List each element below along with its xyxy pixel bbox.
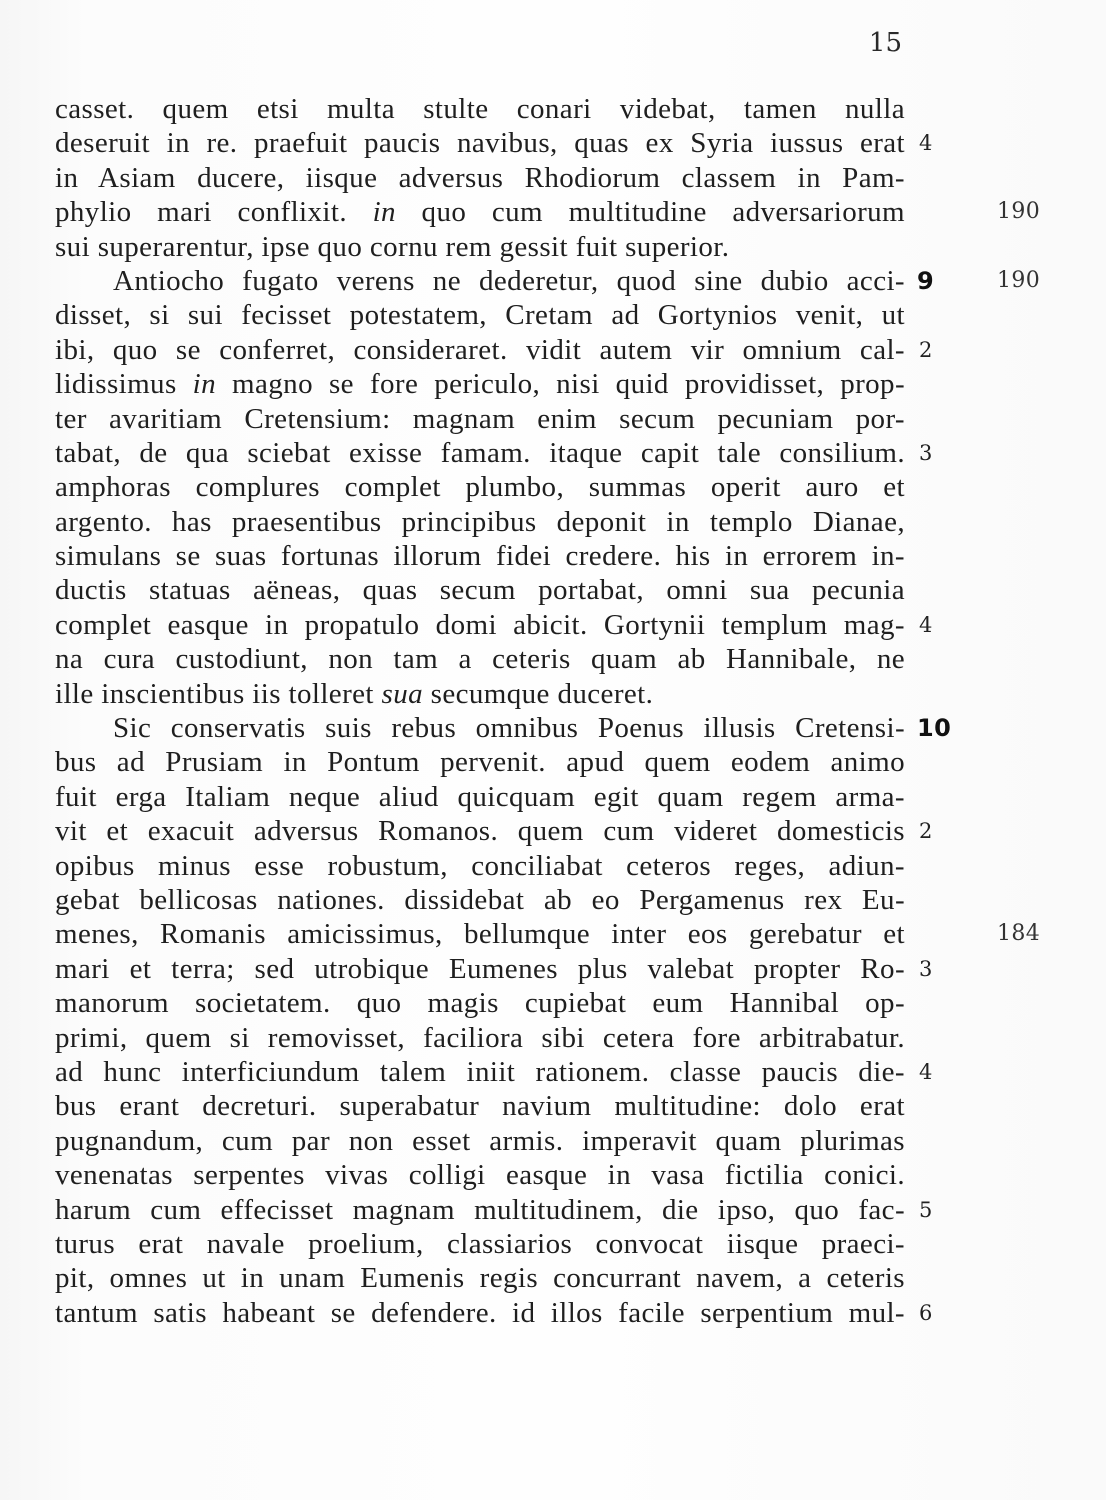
line-text: in Asiam ducere, iisque adversus Rhodiorum classem in Pam- (55, 161, 905, 194)
text-line (55, 1055, 933, 1089)
text-line (55, 986, 905, 1020)
line-text: fuit erga Italiam neque aliud quicquam egit quam regem arma- (55, 780, 905, 813)
line-text: Sic conservatis suis rebus omnibus Poenus illusis Cretensi- (113, 712, 905, 745)
line-text: bus erant decreturi. superabatur navium multitudine: dolo erat (55, 1090, 905, 1123)
subsection-number: 6 (919, 1300, 933, 1325)
line-text: manorum societatem. quo magis cupiebat eum Hannibal op- (55, 987, 905, 1020)
line-text: primi, quem si removisset, faciliora sibi cetera fore arbitrabatur. (55, 1021, 905, 1054)
text-line (55, 264, 1041, 298)
italic-word: sua (381, 677, 424, 710)
line-text: turus erat navale proelium, classiarios convocat iisque praeci- (55, 1227, 905, 1260)
subsection-number: 2 (919, 337, 933, 362)
text-line (55, 195, 1041, 229)
text-line (55, 126, 933, 160)
line-text: disset, si sui fecisset potestatem, Cretam ad Gortynios venit, ut (55, 299, 905, 332)
text-line (55, 298, 905, 332)
text-line (55, 539, 905, 573)
subsection-number: 4 (919, 131, 933, 156)
line-text: mari et terra; sed utrobique Eumenes plus valebat propter Ro- (55, 952, 905, 985)
italic-word: in (372, 196, 396, 229)
line-text: lidissimus in magno se fore periculo, nisi quid providisset, prop- (55, 368, 906, 401)
text-line (55, 1021, 905, 1055)
line-text: pugnandum, cum par non esset armis. imperavit quam plurimas (55, 1124, 905, 1157)
text-line (55, 1158, 905, 1192)
text-block (55, 92, 1041, 1330)
page-number: 15 (868, 28, 902, 58)
line-text: ibi, quo se conferret, consideraret. vidit autem vir omnium cal- (55, 333, 905, 366)
subsection-number: 2 (919, 819, 933, 844)
text-line (55, 814, 933, 848)
line-text: harum cum effecisset magnam multitudinem, die ipso, quo fac- (55, 1193, 905, 1226)
text-line (55, 470, 905, 504)
subsection-number: 3 (919, 956, 933, 981)
section-number: 9 (917, 266, 935, 295)
line-text: ter avaritiam Cretensium: magnam enim secum pecuniam por- (55, 402, 905, 435)
text-line (55, 642, 905, 676)
line-text: simulans se suas fortunas illorum fidei credere. his in errorem in- (55, 540, 905, 573)
text-line (55, 573, 905, 607)
text-line (55, 230, 905, 264)
italic-word: in (192, 368, 217, 401)
text-line (55, 402, 905, 436)
text-line (55, 1227, 905, 1261)
line-text: casset. quem etsi multa stulte conari videbat, tamen nulla (55, 93, 905, 125)
text-line (55, 1296, 933, 1330)
text-line (55, 505, 905, 539)
subsection-number: 3 (919, 440, 933, 465)
text-line (55, 1261, 905, 1295)
line-text: na cura custodiunt, non tam a ceteris quam ab Hannibale, ne (55, 643, 905, 676)
text-line (55, 780, 905, 814)
text-line (55, 436, 933, 470)
line-text: deseruit in re. praefuit paucis navibus, quas ex Syria iussus erat (55, 127, 905, 160)
line-text: ad hunc interficiundum talem iniit rationem. classe paucis die- (55, 1055, 905, 1088)
line-text: complet easque in propatulo domi abicit. Gortynii templum mag- (55, 608, 905, 641)
year-marginal-note: 190 (997, 267, 1041, 293)
line-text: vit et exacuit adversus Romanos. quem cum videret domesticis (55, 815, 905, 848)
section-number: 10 (917, 714, 952, 743)
text-line (55, 917, 1041, 951)
line-text: pit, omnes ut in unam Eumenis regis concurrant navem, a ceteris (55, 1262, 905, 1295)
line-text: gebat bellicosas nationes. dissidebat ab eo Pergamenus rex Eu- (55, 883, 905, 916)
line-text: argento. has praesentibus principibus deponit in templo Dianae, (55, 505, 905, 538)
text-line (55, 1089, 905, 1123)
subsection-number: 4 (919, 1059, 933, 1084)
line-text: ille inscientibus iis tolleret sua secumque duceret. (55, 677, 654, 710)
text-line (55, 849, 905, 883)
line-text: sui superarentur, ipse quo cornu rem gessit fuit superior. (55, 230, 730, 263)
text-line (55, 92, 905, 126)
text-line (55, 1124, 905, 1158)
text-line (55, 745, 905, 779)
text-line (55, 883, 905, 917)
year-marginal-note: 184 (997, 921, 1041, 947)
text-line (55, 367, 905, 401)
line-text: amphoras complures complet plumbo, summas operit auro et (55, 471, 905, 504)
line-text: tabat, de qua sciebat exisse famam. itaque capit tale consilium. (55, 436, 905, 469)
text-line (55, 677, 905, 711)
text-line (55, 711, 952, 745)
year-marginal-note: 190 (997, 199, 1041, 225)
text-line (55, 161, 905, 195)
line-text: tantum satis habeant se defendere. id illos facile serpentium mul- (55, 1296, 905, 1329)
line-text: bus ad Prusiam in Pontum pervenit. apud quem eodem animo (55, 746, 905, 779)
line-text: phylio mari conflixit. in quo cum multitudine adversariorum (55, 196, 906, 229)
line-text: opibus minus esse robustum, conciliabat ceteros reges, adiun- (55, 849, 905, 882)
subsection-number: 5 (919, 1197, 933, 1222)
text-line (55, 952, 933, 986)
subsection-number: 4 (919, 612, 933, 637)
line-text: menes, Romanis amicissimus, bellumque inter eos gerebatur et (55, 918, 905, 951)
text-line (55, 333, 933, 367)
line-text: venenatas serpentes vivas colligi easque in vasa fictilia conici. (55, 1159, 905, 1192)
text-line (55, 1193, 933, 1227)
line-text: ductis statuas aëneas, quas secum portabat, omni sua pecunia (55, 574, 905, 607)
text-line (55, 608, 933, 642)
line-text: Antiocho fugato verens ne dederetur, quod sine dubio acci- (113, 264, 905, 297)
